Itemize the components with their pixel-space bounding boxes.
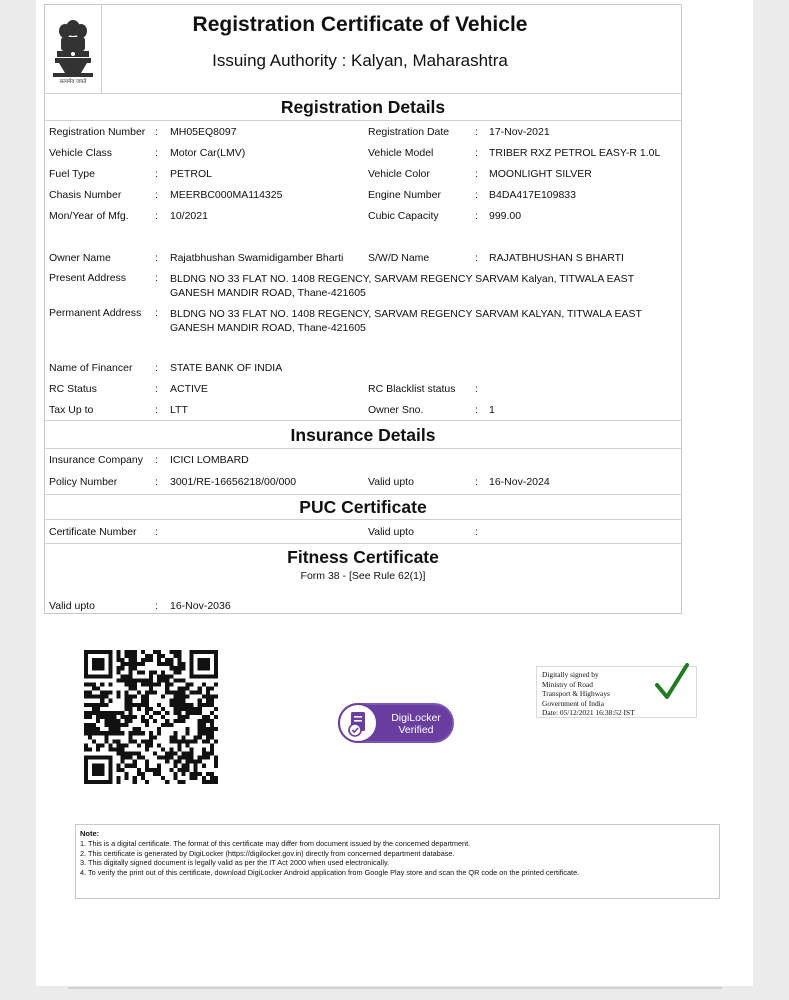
chasis-number-value: MEERBC000MA114325 [170, 189, 283, 201]
colon: : [155, 362, 158, 374]
header-separator [45, 93, 681, 94]
colon: : [155, 404, 158, 416]
note-line: 1. This is a digital certificate. The format of this certificate may differ from document issued by the concerned department. [80, 839, 471, 848]
fuel-type-value: PETROL [170, 168, 213, 180]
present-address-label: Present Address [49, 272, 127, 284]
rc-status-value: ACTIVE [170, 383, 208, 395]
registration-date-value: 17-Nov-2021 [489, 126, 550, 138]
vehicle-model-label: Vehicle Model [368, 147, 434, 159]
insurance-company-value: ICICI LOMBARD [170, 454, 249, 466]
note-line: 3. This digitally signed document is legally valid as per the IT Act 2000 when used electronically. [80, 858, 390, 867]
colon: : [475, 189, 478, 201]
colon: : [475, 526, 478, 538]
engine-number-label: Engine Number [368, 189, 441, 201]
registration-section-title: Registration Details [280, 97, 446, 117]
permanent-address-value: BLDNG NO 33 FLAT NO. 1408 REGENCY, SARVAM REGENCY SARVAM KALYAN, TITWALA EAST GANESH MANDIR ROAD, Thane-421605 [170, 308, 642, 334]
vehicle-class-label: Vehicle Class [49, 147, 113, 159]
signature-line: Government of India [542, 699, 604, 708]
note-box [75, 824, 720, 899]
colon: : [155, 526, 158, 538]
colon: : [155, 168, 158, 180]
engine-number-value: B4DA417E109833 [489, 189, 576, 201]
emblem-caption: सत्यमेव जयते [59, 79, 87, 85]
financer-value: STATE BANK OF INDIA [170, 362, 283, 374]
note-line: 4. To verify the print out of this certificate, download DigiLocker Android application from Google Play store and scan the QR code on the printed certificate. [80, 867, 580, 877]
vehicle-color-value: MOONLIGHT SILVER [489, 168, 592, 180]
rc-status-label: RC Status [49, 383, 97, 395]
registration-number-label: Registration Number [49, 126, 146, 138]
digilocker-label-line2: Verified [398, 724, 434, 736]
colon: : [155, 476, 158, 488]
colon: : [475, 252, 478, 264]
signature-date: Date: 05/12/2021 16:38:52 IST [542, 708, 635, 717]
colon: : [155, 252, 158, 264]
digilocker-label [384, 712, 448, 736]
cubic-capacity-label: Cubic Capacity [368, 210, 439, 222]
colon: : [475, 126, 478, 138]
puc-section-title: PUC Certificate [299, 497, 427, 517]
issuing-authority: Issuing Authority : Kalyan, Maharashtra [212, 51, 508, 70]
digilocker-label-line1: DigiLocker [391, 712, 441, 724]
financer-label: Name of Financer [49, 362, 133, 374]
present-address-value: BLDNG NO 33 FLAT NO. 1408 REGENCY, SARVAM REGENCY SARVAM Kalyan, TITWALA EAST GANESH MANDIR ROAD, Thane-421605 [170, 273, 634, 299]
insurance-valid-upto-label: Valid upto [368, 476, 414, 488]
certificate-title: Registration Certificate of Vehicle [192, 13, 528, 36]
colon: : [155, 454, 158, 466]
policy-number-label: Policy Number [49, 476, 118, 488]
colon: : [475, 210, 478, 222]
colon: : [475, 147, 478, 159]
fitness-separator [45, 543, 681, 544]
header-divider [101, 5, 102, 93]
owner-sno-label: Owner Sno. [368, 404, 424, 416]
fitness-valid-upto-label: Valid upto [49, 600, 95, 612]
digilocker-verified-badge [338, 703, 454, 743]
puc-valid-upto-label: Valid upto [368, 526, 414, 538]
digital-signature-box [536, 666, 697, 718]
colon: : [475, 383, 478, 395]
digilocker-icon [338, 703, 378, 743]
colon: : [475, 404, 478, 416]
colon: : [155, 307, 158, 319]
signature-line: Ministry of Road [542, 680, 593, 689]
insurance-company-label: Insurance Company [49, 454, 143, 466]
owner-sno-value: 1 [489, 404, 495, 416]
colon: : [475, 168, 478, 180]
chasis-number-label: Chasis Number [49, 189, 122, 201]
signature-line: Digitally signed by [542, 670, 599, 679]
fuel-type-label: Fuel Type [49, 168, 95, 180]
note-heading: Note: [80, 829, 100, 838]
mfg-value: 10/2021 [170, 210, 208, 222]
vehicle-class-value: Motor Car(LMV) [170, 147, 246, 159]
insurance-valid-upto-value: 16-Nov-2024 [489, 476, 550, 488]
colon: : [155, 147, 158, 159]
insurance-title-separator [45, 448, 681, 449]
tax-up-to-label: Tax Up to [49, 404, 94, 416]
vehicle-model-value: TRIBER RXZ PETROL EASY-R 1.0L [489, 147, 661, 159]
owner-name-label: Owner Name [49, 252, 111, 264]
tax-up-to-value: LTT [170, 404, 188, 416]
registration-title-separator [45, 120, 681, 121]
fitness-valid-upto-value: 16-Nov-2036 [170, 600, 231, 612]
signature-line: Transport & Highways [542, 689, 610, 698]
fitness-form: Form 38 - [See Rule 62(1)] [300, 570, 426, 582]
swd-name-label: S/W/D Name [368, 252, 430, 264]
puc-title-separator [45, 519, 681, 520]
colon: : [155, 210, 158, 222]
qr-code [84, 650, 218, 784]
colon: : [155, 189, 158, 201]
registration-date-label: Registration Date [368, 126, 450, 138]
vehicle-color-label: Vehicle Color [368, 168, 430, 180]
insurance-separator [45, 420, 681, 421]
insurance-section-title: Insurance Details [290, 425, 436, 445]
page-bottom-divider [68, 987, 722, 989]
policy-number-value: 3001/RE-16656218/00/000 [170, 476, 297, 488]
mfg-label: Mon/Year of Mfg. [49, 210, 129, 222]
note-line: 2. This certificate is generated by DigiLocker (https://digilocker.gov.in) directly from concerned department database. [80, 848, 455, 858]
permanent-address-label: Permanent Address [49, 307, 142, 319]
puc-certificate-number-label: Certificate Number [49, 526, 137, 538]
colon: : [475, 476, 478, 488]
colon: : [155, 126, 158, 138]
colon: : [155, 272, 158, 284]
check-mark-icon [655, 663, 689, 703]
certificate-frame [44, 4, 682, 614]
rc-blacklist-label: RC Blacklist status [368, 383, 456, 395]
fitness-section-title: Fitness Certificate [287, 547, 439, 567]
puc-separator [45, 494, 681, 495]
colon: : [155, 600, 158, 612]
cubic-capacity-value: 999.00 [489, 210, 522, 222]
swd-name-value: RAJATBHUSHAN S BHARTI [489, 252, 624, 264]
owner-name-value: Rajatbhushan Swamidigamber Bharti [170, 252, 344, 264]
registration-number-value: MH05EQ8097 [170, 126, 237, 138]
colon: : [155, 383, 158, 395]
